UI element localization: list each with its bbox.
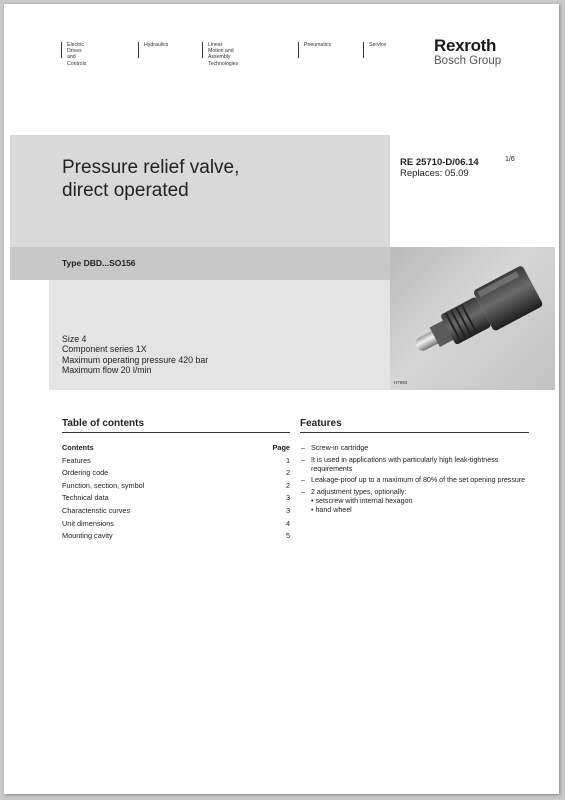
toc-row-page: 3 — [285, 505, 290, 515]
title-line-1: Pressure relief valve, — [62, 157, 240, 178]
toc-row[interactable] — [62, 530, 290, 543]
toc-row-label[interactable]: Characteristic curves — [62, 505, 131, 515]
toc-row-label[interactable]: Technical data — [62, 493, 109, 503]
toc-row-page: 2 — [285, 480, 290, 490]
toc-row[interactable] — [62, 467, 290, 480]
table-of-contents — [62, 442, 290, 543]
toc-row-label[interactable]: Function, section, symbol — [62, 480, 145, 490]
toc-row-label[interactable]: Unit dimensions — [62, 518, 114, 528]
features-title: Features — [300, 418, 529, 433]
nav-item-pneumatics[interactable]: Pneumatics — [298, 42, 331, 58]
toc-title: Table of contents — [62, 418, 290, 433]
toc-row[interactable] — [62, 480, 290, 493]
type-label: Type DBD...SO156 — [62, 258, 136, 268]
logo-brand: Rexroth — [434, 36, 497, 55]
toc-row[interactable] — [62, 518, 290, 531]
specs-list — [62, 334, 208, 375]
toc-header — [62, 442, 290, 455]
toc-row-page: 4 — [285, 518, 290, 528]
feature-item — [301, 456, 529, 473]
page-indicator: 1/6 — [505, 156, 515, 163]
dash-bullet: – — [301, 444, 305, 452]
nav-item-service[interactable]: Service — [363, 42, 386, 58]
spec-flow: Maximum flow 20 l/min — [62, 364, 152, 375]
toc-header-label: Contents — [62, 443, 94, 452]
dash-bullet: – — [301, 488, 305, 497]
toc-header-page: Page — [272, 443, 290, 452]
feature-sub-item: • hand wheel — [311, 505, 352, 514]
title-line-2: direct operated — [62, 180, 189, 201]
toc-row-page: 5 — [285, 531, 290, 541]
toc-row-page: 1 — [285, 455, 290, 465]
toc-row[interactable] — [62, 505, 290, 518]
feature-text: Leakage-proof up to a maximum of 80% of the set opening pressure — [311, 476, 526, 485]
toc-row-label[interactable]: Ordering code — [62, 468, 109, 478]
feature-item — [301, 444, 529, 453]
feature-text: It is used in applications with particularly high leak-tightness requirements — [311, 455, 499, 473]
feature-text: Screw-in cartridge — [311, 444, 369, 452]
spec-pressure: Maximum operating pressure 420 bar — [62, 354, 209, 365]
features-list — [301, 444, 529, 514]
toc-row-label[interactable]: Features — [62, 455, 91, 465]
toc-row[interactable] — [62, 492, 290, 505]
product-photo — [390, 247, 555, 390]
datasheet-page — [4, 4, 559, 794]
page-title — [62, 156, 239, 202]
spec-size: Size 4 — [62, 334, 87, 344]
toc-row-label[interactable]: Mounting cavity — [62, 531, 113, 541]
feature-text: 2 adjustment types, optionally: — [311, 488, 407, 497]
feature-item — [301, 476, 529, 485]
document-number: RE 25710-D/06.14 — [400, 157, 479, 168]
nav-item-electric-drives[interactable]: Electric Drives and Controls — [61, 42, 86, 58]
feature-sub-item: • setscrew with internal hexagon — [311, 497, 413, 506]
logo-group: Bosch Group — [434, 55, 502, 67]
toc-row[interactable] — [62, 455, 290, 468]
nav-item-hydraulics[interactable]: Hydraulics — [138, 42, 168, 58]
feature-item — [301, 488, 529, 497]
valve-cartridge-image — [390, 247, 555, 390]
toc-row-page: 2 — [285, 468, 290, 478]
spec-series: Component series 1X — [62, 344, 147, 355]
rexroth-logo — [434, 37, 501, 67]
document-id — [400, 157, 479, 179]
toc-row-page: 3 — [285, 493, 290, 503]
dash-bullet: – — [301, 455, 305, 464]
nav-item-linear-motion[interactable]: Linear Motion and Assembly Technologies — [202, 42, 238, 58]
replaces-text: Replaces: 05.09 — [400, 168, 469, 179]
dash-bullet: – — [301, 476, 305, 485]
photo-label: H7692 — [394, 380, 408, 385]
